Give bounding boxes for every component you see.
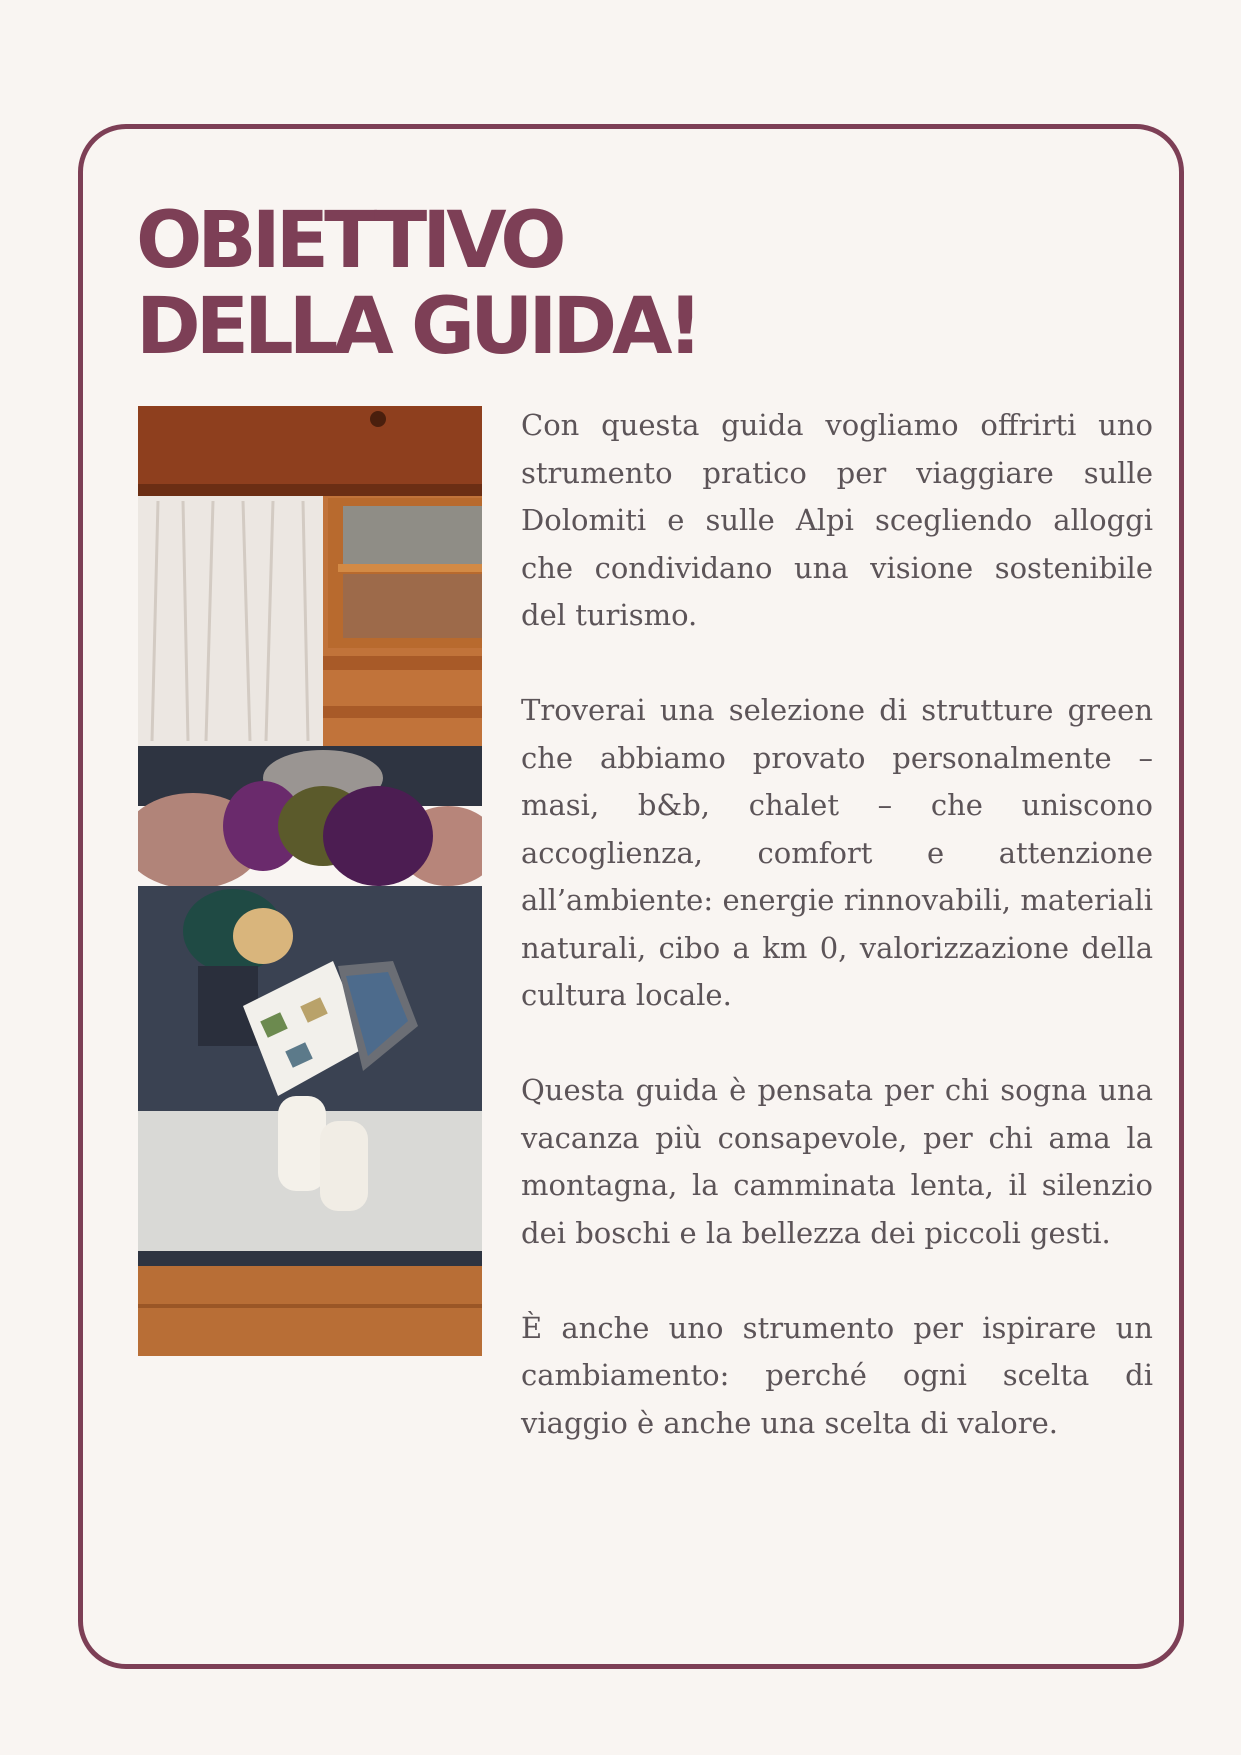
paragraph-intro: Con questa guida vogliamo offrirti uno strumento pratico per viaggiare sulle Dolomiti e sulle Alpi scegliendo alloggi che condividano una visione sostenibile del turismo. [521, 408, 1153, 632]
title-line-2: DELLA GUIDA! [136, 282, 699, 372]
photo-illustration [138, 406, 482, 1356]
page-title [136, 198, 698, 370]
paragraph-inspiration: È anche uno strumento per ispirare un cambiamento: perché ogni scelta di viaggio è anche una scelta di valore. [521, 1310, 1153, 1440]
title-line-1: OBIETTIVO [136, 196, 562, 286]
body-text [521, 402, 1153, 1495]
photo-woman-reading-guide [138, 406, 482, 1356]
paragraph-audience: Questa guida è pensata per chi sogna una vacanza più consapevole, per chi ama la montagna, la camminata lenta, il silenzio dei boschi e la bellezza dei piccoli gesti. [521, 1073, 1153, 1250]
paragraph-selection: Troverai una selezione di strutture green che abbiamo provato personalmente – masi, b&b, chalet – che uniscono accoglienza, comfort e attenzione all’ambiente: energie rinnovabili, materiali naturali, cibo a km 0, valorizzazione della cultura locale. [521, 693, 1153, 1012]
